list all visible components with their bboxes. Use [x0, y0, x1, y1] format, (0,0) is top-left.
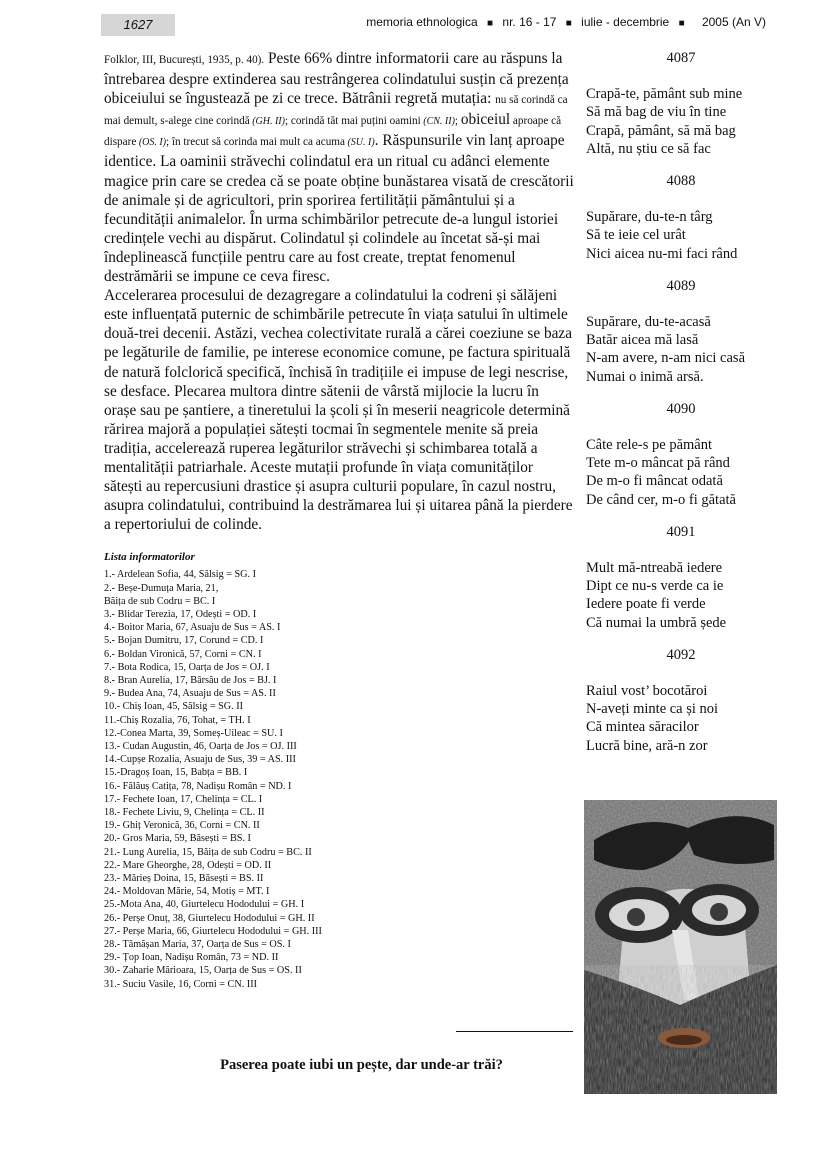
informant-item: 13.- Cudan Augustin, 46, Oarța de Jos = OJ. III — [104, 740, 297, 752]
issue-period: iulie - decembrie — [581, 15, 670, 29]
paragraph-dezagregare: Accelerarea procesului de dezagregare a colindatului la codreni și sălăjeni este influențată puternic de schimbările petrecute în viața satului în ultimele două-trei decenii. Astăzi, vechea colectivitate rurală a cărei coeziune se baza pe legăturile de familie, pe interese economice comune, pe factura spirituală de natură folclorică specifică, închisă în tradițiile ei impuse de legi nescrise, se desface. Plecarea multora dintre sătenii de vârstă mijlocie la lucru în orașe sau pe șantiere, a tineretului la școli și în meserii neagricole determină rărirea majoră a populației sătești tocmai în segmentele menite să preia tradiția, accelerează ruperea legăturilor străvechi și schimbarea totală a mentalității patriarhale. Aceste mutații profunde în viața comunităților sătești au repercusiuni drastice și asupra culturii populare, în cazul nostru, asupra colindatului, contribuind la destrămarea lui și uitarea până la pierdere a repertoriului de colinde. — [104, 287, 573, 534]
citation-end: Folklor, III, București, 1935, p. 40). — [104, 54, 265, 66]
text-run: . Răspunsurile vin lanț aproape identice. La oaminii străvechi colindatul era un ritual cu adânci elemente magice prin care se credea că se poate obține bunăstarea visată de crescătorii de animale și de agricultori, prin sporirea fertilității pământului și a fecundității animalelor. În urma schimbărilor petrecute de-a lungul istoriei credințele vechi au dispărut. Colindatul și colindele au încetat să-și mai îndeplinească funcțiile pentru care au fost create, treptat fenomenul destrămării se impune ce ceva firesc. — [104, 132, 574, 286]
poem-line: Altă, nu știu ce să fac — [586, 140, 711, 157]
informant-item: 24.- Moldovan Mărie, 54, Motiș = MT. I — [104, 886, 270, 898]
poem-line: Că numai la umbră șede — [586, 614, 727, 631]
separator-icon: ■ — [565, 18, 572, 29]
poem-number: 4091 — [666, 523, 696, 540]
poem — [586, 400, 776, 509]
poem — [586, 646, 776, 755]
informant-item: 4.- Boitor Maria, 67, Asuaju de Sus = AS. I — [104, 622, 281, 634]
informant-item: 12.-Conea Marta, 39, Someș-Uileac = SU. I — [104, 727, 283, 739]
journal-name: memoria ethnologica — [366, 15, 478, 29]
poem-line: Batăr aicea mă lasă — [586, 332, 699, 349]
informant-item: 1.- Ardelean Sofia, 44, Sălsig = SG. I — [104, 569, 257, 581]
poem-line: Dipt ce nu-s verde ca ie — [586, 578, 724, 595]
informant-item: 11.-Chiș Rozalia, 76, Tohat, = TH. I — [104, 714, 251, 726]
quote: ; — [454, 115, 461, 128]
informant-item: 20.- Gros Maria, 59, Băsești = BS. I — [104, 833, 251, 845]
informant-item: 19.- Ghiț Veronică, 36, Corni = CN. II — [104, 820, 260, 832]
page-number: 1627 — [101, 14, 175, 36]
poem-line: Mult mă-ntreabă iedere — [586, 560, 723, 577]
poem — [586, 49, 776, 158]
poem-line: De m-o fi mâncat odată — [586, 473, 723, 490]
informant-item: 22.- Mare Gheorghe, 28, Odești = OD. II — [104, 859, 272, 871]
informant-item: 25.-Mota Ana, 40, Giurtelecu Hododului = GH. I — [104, 899, 305, 911]
poem-line: Crapă, pământ, să mă bag — [586, 122, 736, 139]
informant-item: 29.- Țop Ioan, Nadișu Român, 73 = ND. II — [104, 952, 279, 964]
poem-line: Tete m-o mâncat pă rând — [586, 455, 730, 472]
quote: ; corindă tăt mai puțini oamini — [284, 115, 421, 128]
poems-column — [586, 49, 776, 769]
paragraph-colindat-decline — [104, 49, 574, 286]
informant-item: 27.- Perșe Maria, 66, Giurtelecu Hododului = GH. III — [104, 925, 322, 937]
poem-line: Numai o inimă arsă. — [586, 368, 704, 385]
poem — [586, 523, 776, 632]
poem-line: Câte rele-s pe pământ — [586, 437, 713, 454]
informant-item: 28.- Tămășan Maria, 37, Oarța de Sus = OS. I — [104, 939, 291, 951]
source-code: (SU. I) — [344, 137, 375, 149]
poem-number: 4092 — [666, 646, 696, 663]
informant-item: 2.- Beșe-Dumuța Maria, 21, — [104, 582, 219, 594]
poem — [586, 277, 776, 386]
separator-icon: ■ — [678, 18, 685, 29]
poem-line: Că mintea săracilor — [586, 719, 699, 736]
text-run: Peste 66% dintre informatorii care au răspuns la întrebarea despre extinderea sau restrângerea colindatului susțin că prezența obiceiului se îngustează pe zi ce trece. Bătrânii regretă mutația: — [104, 50, 569, 108]
informant-item: 9.- Budea Ana, 74, Asuaju de Sus = AS. II — [104, 688, 276, 700]
informant-item: 21.- Lung Aurelia, 15, Băița de sub Codru = BC. II — [104, 846, 312, 858]
poem-line: Supărare, du-te-n târg — [586, 209, 713, 226]
informants-list — [104, 568, 574, 991]
poem — [586, 172, 776, 263]
poem-line: Raiul vost’ bocotăroi — [586, 683, 708, 700]
informant-item: 26.- Perșe Onuț, 38, Giurtelecu Hododului = GH. II — [104, 912, 315, 924]
poem-line: Supărare, du-te-acasă — [586, 314, 711, 331]
quote: nu să corindă ca mai demult, s-alege cine corindă — [104, 94, 568, 128]
informant-item: 10.- Chiș Ioan, 45, Sălsig = SG. II — [104, 701, 244, 713]
proverb: Paserea poate iubi un pește, dar unde-ar trăi? — [220, 1057, 503, 1073]
informant-item: 17.- Fechete Ioan, 17, Chelința = CL. I — [104, 793, 263, 805]
informant-item: 8.- Bran Aurelia, 17, Bârsău de Jos = BJ. I — [104, 674, 277, 686]
poem-line: Să te ieie cel urât — [586, 227, 686, 244]
poem-line: Lucră bine, ară-n zor — [586, 737, 708, 754]
source-code: (GH. II) — [249, 116, 285, 128]
running-header — [366, 14, 766, 32]
informant-item: 5.- Bojan Dumitru, 17, Corund = CD. I — [104, 635, 264, 647]
poem-line: N-am avere, n-am nici casă — [586, 350, 746, 367]
informant-item: 30.- Zaharie Mărioara, 15, Oarța de Sus = OS. II — [104, 965, 302, 977]
issue-number: nr. 16 - 17 — [502, 15, 557, 29]
poem-number: 4090 — [666, 400, 696, 417]
informant-item: 14.-Cupșe Rozalia, Asuaju de Sus, 39 = AS. III — [104, 754, 296, 766]
poem-number: 4087 — [666, 50, 696, 66]
informants-title: Lista informatorilor — [104, 551, 195, 564]
informant-item: 15.-Dragoș Ioan, 15, Babța = BB. I — [104, 767, 248, 779]
poem-line: N-aveți minte ca și noi — [586, 701, 719, 718]
quote: ; în trecut să corinda mai mult ca acuma — [166, 136, 345, 149]
issue-year: 2005 (An V) — [701, 15, 766, 29]
quote: aproape că dispare — [104, 115, 562, 149]
poem-number: 4089 — [666, 277, 696, 294]
informant-item: Băița de sub Codru = BC. I — [104, 595, 216, 607]
informant-item: 3.- Blidar Terezia, 17, Odești = OD. I — [104, 608, 257, 620]
main-text-column — [104, 49, 574, 991]
source-code: (OS. I) — [136, 137, 167, 149]
poem-line: Crapă-te, pământ sub mine — [586, 86, 743, 103]
informant-item: 23.- Măriеș Doina, 15, Băsești = BS. II — [104, 873, 264, 885]
informant-item: 18.- Fechete Liviu, 9, Chelința = CL. II — [104, 807, 265, 818]
poem-line: De când cer, m-o fi gătată — [586, 491, 736, 508]
poem-line: Să mă bag de viu în tine — [586, 104, 727, 121]
informant-item: 31.- Suciu Vasile, 16, Corni = CN. III — [104, 978, 257, 990]
source-code: (CN. II) — [420, 116, 455, 128]
poem-line: Nici aicea nu-mi faci rând — [586, 245, 738, 262]
informant-item: 16.- Fălăuș Catița, 78, Nadișu Român = ND. I — [104, 780, 292, 792]
poem-line: Iedere poate fi verde — [586, 596, 706, 613]
mask-photo — [584, 800, 777, 1094]
informant-item: 7.- Bota Rodica, 15, Oarța de Jos = OJ. I — [104, 661, 270, 673]
footnote-rule — [456, 1031, 573, 1032]
poem-number: 4088 — [666, 173, 696, 190]
separator-icon: ■ — [487, 18, 494, 29]
informant-item: 6.- Boldan Vironică, 57, Corni = CN. I — [104, 648, 262, 660]
quote-normal: obiceiul — [460, 111, 511, 129]
